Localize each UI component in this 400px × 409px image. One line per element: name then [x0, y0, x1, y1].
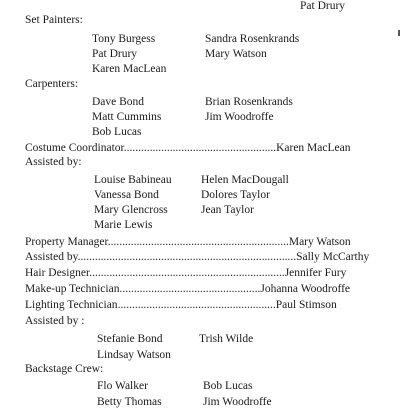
backstage-crew-name: Flo Walker [97, 380, 148, 392]
carpenter-name: Brian Rosenkrands [205, 96, 293, 108]
costume-assistant-name: Vanessa Bond [94, 189, 159, 201]
role-name: Karen MacLean [276, 142, 351, 154]
dot-leader: ............................................................................ [77, 251, 297, 263]
lighting-assistant-name: Lindsay Watson [97, 349, 171, 361]
costume-assist-heading: Assisted by: [25, 156, 82, 168]
role-name: Paul Stimson [275, 299, 337, 311]
role-name: Johanna Woodroffe [260, 283, 351, 295]
lighting-assist-heading: Assisted by : [25, 315, 85, 327]
set-painters-heading: Set Painters: [25, 14, 83, 26]
costume-assistant-name: Marie Lewis [94, 219, 153, 231]
set-painter-name: Sandra Rosenkrands [205, 33, 300, 45]
carpenter-name: Jim Woodroffe [205, 111, 274, 123]
role-name: Jennifer Fury [284, 267, 347, 279]
costume-assistant-name: Dolores Taylor [201, 189, 270, 201]
top-name: Pat Drury [300, 0, 346, 12]
role-label: Make-up Technician [25, 283, 120, 295]
dot-leader: ............................................................... [107, 236, 289, 248]
lighting-technician-line [25, 298, 337, 312]
role-name: Sally McCarthy [296, 251, 370, 263]
property-manager-line [25, 235, 351, 249]
role-label: Lighting Technician [25, 299, 118, 311]
role-name: Mary Watson [288, 236, 351, 248]
role-label: Hair Designer [25, 267, 90, 279]
carpenter-name: Matt Cummins [92, 111, 162, 123]
assisted-by-line [25, 250, 369, 264]
lighting-assistant-name: Stefanie Bond [97, 333, 163, 345]
role-label: Assisted by [25, 251, 78, 263]
carpenters-heading: Carpenters: [25, 78, 79, 90]
set-painter-name: Pat Drury [92, 48, 138, 60]
backstage-crew-name: Jim Woodroffe [203, 396, 272, 408]
costume-assistant-name: Mary Glencross [94, 204, 168, 216]
costume-coordinator-line [25, 141, 350, 155]
dot-leader: .................................................................... [89, 267, 285, 279]
costume-assistant-name: Louise Babineau [94, 174, 172, 186]
set-painter-name: Karen MacLean [92, 63, 167, 75]
backstage-crew-name: Bob Lucas [203, 380, 253, 392]
hair-designer-line [25, 266, 346, 280]
makeup-technician-line [25, 282, 350, 296]
carpenter-name: Dave Bond [92, 96, 145, 108]
dot-leader: ..................................................... [123, 142, 277, 154]
lighting-assistant-name: Trish Wilde [199, 333, 254, 345]
dot-leader: ................................................. [119, 283, 261, 295]
backstage-crew-name: Betty Thomas [97, 396, 162, 408]
role-label: Property Manager [25, 236, 108, 248]
costume-assistant-name: Helen MacDougall [201, 174, 289, 186]
set-painter-name: Tony Burgess [92, 33, 156, 45]
costume-assistant-name: Jean Taylor [201, 204, 254, 216]
set-painter-name: Mary Watson [205, 48, 267, 60]
backstage-heading: Backstage Crew: [25, 363, 104, 375]
carpenter-name: Bob Lucas [92, 126, 142, 138]
role-label: Costume Coordinator [25, 142, 124, 154]
dot-leader: ....................................................... [117, 299, 276, 311]
